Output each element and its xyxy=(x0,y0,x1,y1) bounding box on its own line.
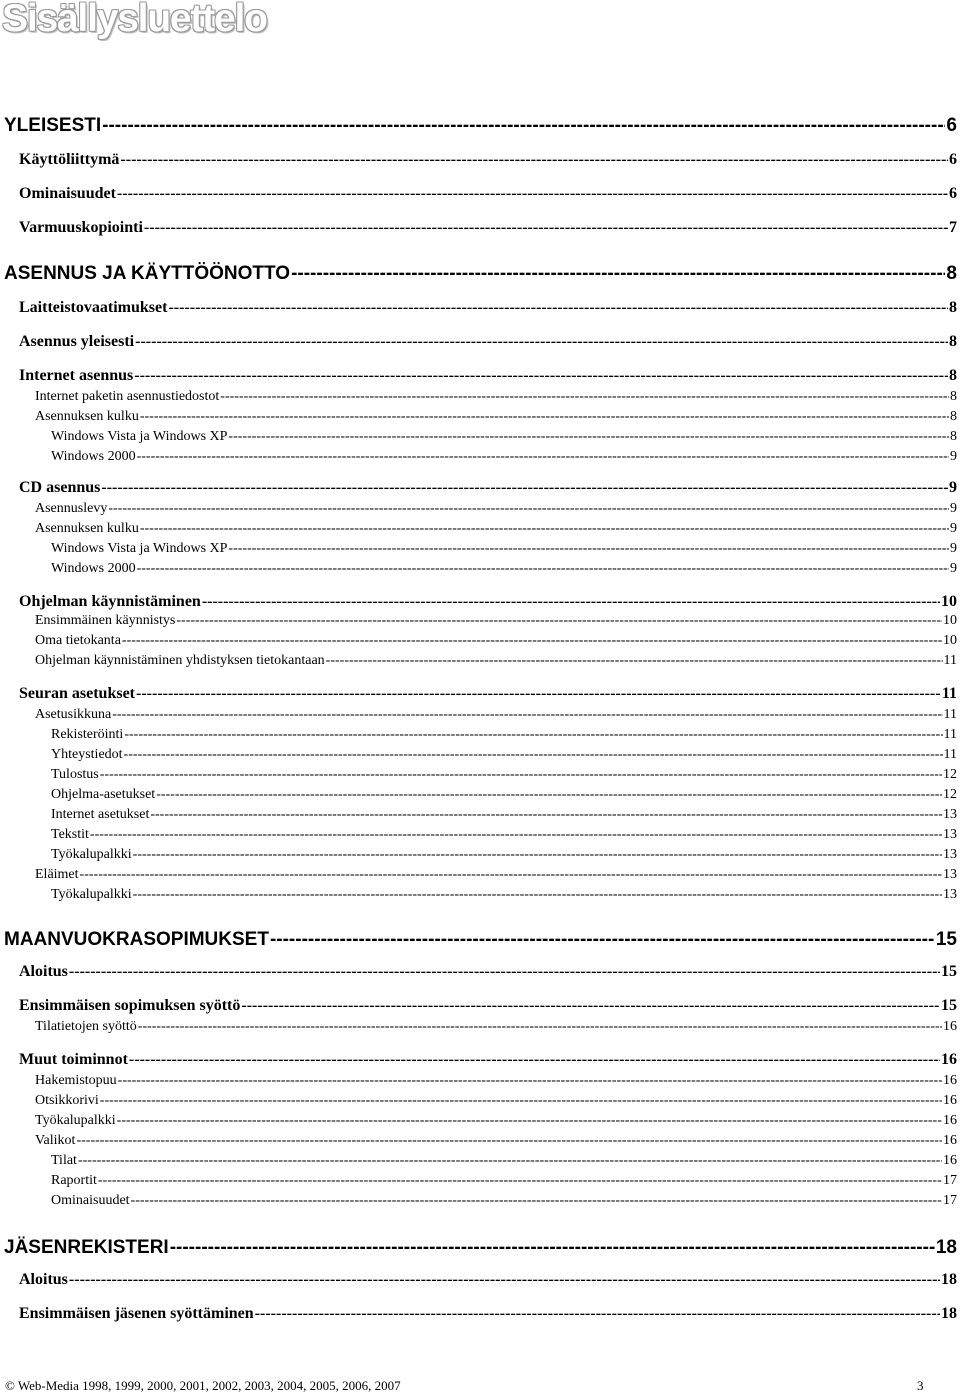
toc-leader-dashes xyxy=(122,633,942,649)
toc-entry[interactable] xyxy=(51,1173,957,1195)
toc-entry[interactable] xyxy=(19,1051,957,1073)
toc-entry-title: JÄSENREKISTERI xyxy=(4,1237,169,1258)
toc-entry[interactable] xyxy=(51,429,957,451)
toc-entry-page: 9 xyxy=(950,521,957,536)
toc-entry[interactable] xyxy=(19,219,957,241)
toc-leader-dashes xyxy=(117,1113,942,1129)
toc-leader-dashes xyxy=(176,613,942,629)
toc-entry-title: Windows 2000 xyxy=(51,449,136,464)
toc-entry-page: 16 xyxy=(943,1073,957,1088)
toc-leader-dashes xyxy=(78,1153,942,1169)
toc-entry-page: 10 xyxy=(943,633,957,648)
toc-entry-page: 6 xyxy=(949,185,957,202)
toc-entry-page: 9 xyxy=(950,449,957,464)
toc-entry[interactable] xyxy=(51,1193,957,1215)
toc-entry-title: Tulostus xyxy=(51,767,99,782)
toc-entry[interactable] xyxy=(35,521,957,543)
toc-entry-page: 10 xyxy=(941,593,957,610)
toc-entry-page: 6 xyxy=(946,115,957,136)
toc-entry-title: Aloitus xyxy=(19,1271,68,1288)
toc-entry-title: Raportit xyxy=(51,1173,97,1188)
toc-entry-title: Työkalupalkki xyxy=(51,847,132,862)
toc-entry-page: 16 xyxy=(941,1051,957,1068)
toc-entry-page: 8 xyxy=(950,429,957,444)
toc-entry-title: MAANVUOKRASOPIMUKSET xyxy=(4,929,269,950)
toc-entry-title: Muut toiminnot xyxy=(19,1051,128,1068)
toc-entry[interactable] xyxy=(35,1019,957,1041)
toc-leader-dashes xyxy=(124,727,942,743)
toc-leader-dashes xyxy=(80,867,942,883)
toc-entry[interactable] xyxy=(35,409,957,431)
toc-entry-page: 16 xyxy=(943,1093,957,1108)
toc-leader-dashes xyxy=(144,219,948,237)
toc-leader-dashes xyxy=(90,827,942,843)
toc-entry-title: Laitteistovaatimukset xyxy=(19,299,168,316)
toc-entry[interactable] xyxy=(51,1153,957,1175)
toc-leader-dashes xyxy=(100,1093,942,1109)
toc-leader-dashes xyxy=(69,963,940,981)
toc-leader-dashes xyxy=(118,1073,942,1089)
toc-entry-page: 8 xyxy=(949,333,957,350)
toc-leader-dashes xyxy=(112,707,942,723)
toc-entry[interactable] xyxy=(35,1093,957,1115)
toc-entry-title: Internet asetukset xyxy=(51,807,150,822)
toc-leader-dashes xyxy=(135,333,948,351)
toc-entry-title: Työkalupalkki xyxy=(51,887,132,902)
toc-entry-page: 9 xyxy=(950,561,957,576)
toc-entry[interactable] xyxy=(35,867,957,889)
toc-entry-page: 17 xyxy=(943,1193,957,1208)
toc-leader-dashes xyxy=(124,747,943,763)
toc-entry-page: 16 xyxy=(943,1019,957,1034)
toc-entry[interactable] xyxy=(35,1113,957,1135)
toc-entry-title: Asennuksen kulku xyxy=(35,409,139,424)
toc-entry[interactable] xyxy=(35,613,957,635)
toc-entry-page: 15 xyxy=(941,963,957,980)
toc-entry[interactable] xyxy=(51,747,957,769)
toc-entry[interactable] xyxy=(51,887,957,909)
toc-leader-dashes xyxy=(120,151,948,169)
toc-entry[interactable] xyxy=(4,115,957,137)
toc-entry-page: 11 xyxy=(943,727,957,742)
toc-entry[interactable] xyxy=(19,333,957,355)
toc-entry-title: Rekisteröinti xyxy=(51,727,124,742)
toc-entry-title: Oma tietokanta xyxy=(35,633,121,648)
toc-leader-dashes xyxy=(140,409,949,425)
toc-entry-title: Asennuksen kulku xyxy=(35,521,139,536)
toc-entry-page: 8 xyxy=(946,263,957,284)
toc-entry-page: 13 xyxy=(943,847,957,862)
toc-entry-title: Ensimmäisen sopimuksen syöttö xyxy=(19,997,241,1014)
toc-entry-title: Asennuslevy xyxy=(35,501,108,516)
toc-entry-title: Internet asennus xyxy=(19,367,134,384)
toc-entry-page: 12 xyxy=(943,787,957,802)
toc-leader-dashes xyxy=(117,185,948,203)
toc-entry[interactable] xyxy=(51,541,957,563)
toc-entry[interactable] xyxy=(51,807,957,829)
toc-leader-dashes xyxy=(129,1051,940,1069)
toc-entry-title: Ominaisuudet xyxy=(51,1193,130,1208)
toc-entry-page: 11 xyxy=(943,707,957,722)
toc-entry-title: ASENNUS JA KÄYTTÖÖNOTTO xyxy=(4,263,291,284)
toc-entry-title: Hakemistopuu xyxy=(35,1073,117,1088)
toc-leader-dashes xyxy=(98,1173,942,1189)
toc-entry-title: Tilatietojen syöttö xyxy=(35,1019,137,1034)
toc-entry-page: 13 xyxy=(943,827,957,842)
toc-entry-page: 11 xyxy=(943,747,957,762)
toc-entry[interactable] xyxy=(51,827,957,849)
toc-entry-title: Windows Vista ja Windows XP xyxy=(51,541,228,556)
toc-leader-dashes xyxy=(136,685,941,703)
toc-entry[interactable] xyxy=(4,1237,957,1259)
toc-entry-page: 9 xyxy=(950,501,957,516)
toc-entry[interactable] xyxy=(19,685,957,707)
toc-entry-page: 9 xyxy=(950,541,957,556)
footer-page-number: 3 xyxy=(917,1378,924,1393)
toc-leader-dashes xyxy=(326,653,943,669)
toc-entry-title: Aloitus xyxy=(19,963,68,980)
toc-entry-title: Yhteystiedot xyxy=(51,747,123,762)
toc-entry-page: 13 xyxy=(943,807,957,822)
toc-entry[interactable] xyxy=(35,1133,957,1155)
toc-leader-dashes xyxy=(291,263,945,285)
toc-entry-page: 8 xyxy=(950,389,957,404)
toc-entry-page: 13 xyxy=(943,887,957,902)
toc-entry-page: 8 xyxy=(949,299,957,316)
toc-leader-dashes xyxy=(69,1271,940,1289)
toc-leader-dashes xyxy=(76,1133,942,1149)
toc-leader-dashes xyxy=(270,929,935,951)
toc-leader-dashes xyxy=(108,501,949,517)
toc-leader-dashes xyxy=(220,389,949,405)
toc-leader-dashes xyxy=(255,1305,940,1323)
toc-entry[interactable] xyxy=(19,1305,957,1327)
toc-entry-page: 7 xyxy=(949,219,957,236)
toc-leader-dashes xyxy=(228,541,949,557)
toc-entry[interactable] xyxy=(35,653,957,675)
toc-entry-page: 16 xyxy=(943,1113,957,1128)
toc-leader-dashes xyxy=(137,561,949,577)
toc-entry-page: 15 xyxy=(935,929,957,950)
toc-entry-title: Tilat xyxy=(51,1153,77,1168)
page-title: Sisällysluettelo xyxy=(2,0,267,40)
toc-entry[interactable] xyxy=(35,707,957,729)
toc-leader-dashes xyxy=(133,847,942,863)
toc-entry-title: Varmuuskopiointi xyxy=(19,219,143,236)
toc-entry[interactable] xyxy=(19,479,957,501)
toc-entry[interactable] xyxy=(51,727,957,749)
toc-leader-dashes xyxy=(100,767,942,783)
toc-leader-dashes xyxy=(133,887,942,903)
toc-leader-dashes xyxy=(241,997,940,1015)
toc-leader-dashes xyxy=(228,429,949,445)
toc-entry-title: Asetusikkuna xyxy=(35,707,112,722)
toc-entry-title: Otsikkorivi xyxy=(35,1093,99,1108)
toc-entry[interactable] xyxy=(4,263,957,285)
toc-leader-dashes xyxy=(134,367,948,385)
toc-entry-page: 10 xyxy=(943,613,957,628)
toc-entry-page: 11 xyxy=(941,685,957,702)
toc-leader-dashes xyxy=(101,479,948,497)
toc-leader-dashes xyxy=(156,787,942,803)
toc-entry[interactable] xyxy=(19,593,957,615)
toc-entry-title: Valikot xyxy=(35,1133,76,1148)
toc-entry-page: 15 xyxy=(941,997,957,1014)
toc-entry[interactable] xyxy=(51,561,957,583)
toc-entry-title: Eläimet xyxy=(35,867,79,882)
toc-entry-title: Windows 2000 xyxy=(51,561,136,576)
toc-entry-title: Ohjelman käynnistäminen yhdistyksen tietokantaan xyxy=(35,653,325,668)
toc-entry-title: Ohjelman käynnistäminen xyxy=(19,593,201,610)
toc-entry-title: Asennus yleisesti xyxy=(19,333,135,350)
toc-entry[interactable] xyxy=(35,501,957,523)
toc-entry-page: 8 xyxy=(950,409,957,424)
toc-entry-title: Työkalupalkki xyxy=(35,1113,116,1128)
toc-leader-dashes xyxy=(102,115,945,137)
toc-leader-dashes xyxy=(138,1019,942,1035)
toc-entry[interactable] xyxy=(35,389,957,411)
toc-entry-page: 6 xyxy=(949,151,957,168)
toc-entry[interactable] xyxy=(19,185,957,207)
toc-entry-title: Ohjelma-asetukset xyxy=(51,787,156,802)
toc-entry-page: 9 xyxy=(949,479,957,496)
toc-entry-page: 17 xyxy=(943,1173,957,1188)
toc-entry[interactable] xyxy=(19,367,957,389)
toc-leader-dashes xyxy=(202,593,940,611)
toc-entry-page: 13 xyxy=(943,867,957,882)
toc-entry-title: Internet paketin asennustiedostot xyxy=(35,389,220,404)
toc-entry[interactable] xyxy=(51,787,957,809)
toc-entry-page: 16 xyxy=(943,1133,957,1148)
toc-entry-title: Ominaisuudet xyxy=(19,185,116,202)
toc-entry-title: Ensimmäinen käynnistys xyxy=(35,613,176,628)
toc-entry-page: 16 xyxy=(943,1153,957,1168)
toc-leader-dashes xyxy=(131,1193,942,1209)
toc-entry[interactable] xyxy=(19,1271,957,1293)
toc-leader-dashes xyxy=(137,449,949,465)
toc-entry[interactable] xyxy=(51,847,957,869)
footer-copyright: © Web-Media 1998, 1999, 2000, 2001, 2002, 2003, 2004, 2005, 2006, 2007 xyxy=(5,1378,401,1393)
toc-entry-title: Windows Vista ja Windows XP xyxy=(51,429,228,444)
toc-entry-page: 8 xyxy=(949,367,957,384)
toc-entry[interactable] xyxy=(19,963,957,985)
toc-entry-title: CD asennus xyxy=(19,479,101,496)
toc-entry-page: 11 xyxy=(943,653,957,668)
toc-entry[interactable] xyxy=(19,151,957,173)
toc-entry-page: 12 xyxy=(943,767,957,782)
toc-entry-title: YLEISESTI xyxy=(4,115,102,136)
toc-entry[interactable] xyxy=(35,1073,957,1095)
toc-entry-title: Käyttöliittymä xyxy=(19,151,120,168)
toc-leader-dashes xyxy=(168,299,948,317)
toc-entry-page: 18 xyxy=(941,1305,957,1322)
toc-leader-dashes xyxy=(140,521,949,537)
toc-entry[interactable] xyxy=(51,449,957,471)
toc-entry[interactable] xyxy=(19,299,957,321)
toc-entry-title: Seuran asetukset xyxy=(19,685,136,702)
toc-leader-dashes xyxy=(170,1237,935,1259)
toc-entry-title: Tekstit xyxy=(51,827,89,842)
toc-entry[interactable] xyxy=(51,767,957,789)
toc-entry[interactable] xyxy=(19,997,957,1019)
toc-entry[interactable] xyxy=(35,633,957,655)
toc-leader-dashes xyxy=(150,807,942,823)
toc-entry-title: Ensimmäisen jäsenen syöttäminen xyxy=(19,1305,254,1322)
toc-entry-page: 18 xyxy=(935,1237,957,1258)
toc-entry-page: 18 xyxy=(941,1271,957,1288)
toc-entry[interactable] xyxy=(4,929,957,951)
